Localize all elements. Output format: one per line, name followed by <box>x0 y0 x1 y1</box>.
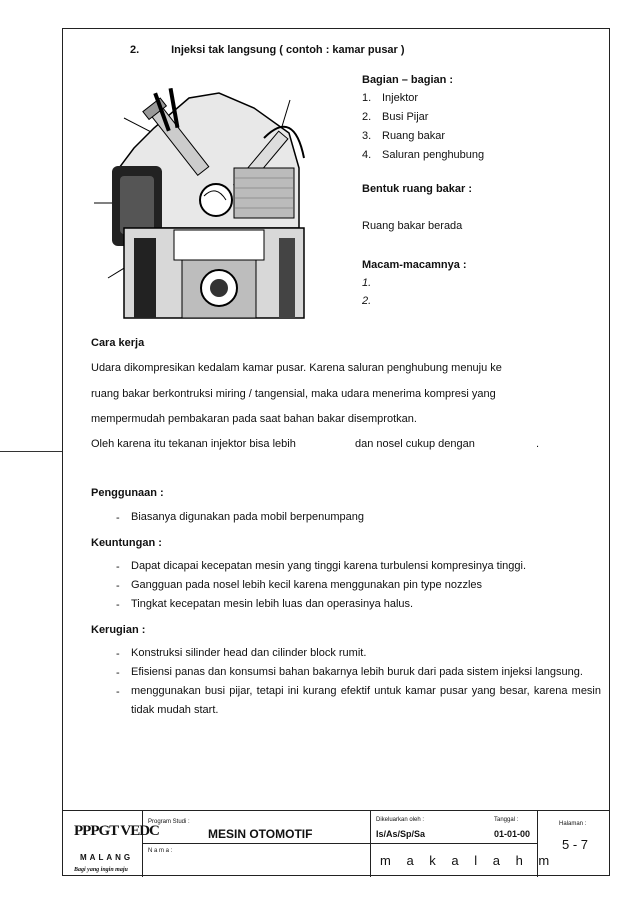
kerugian-title: Kerugian : <box>91 624 146 636</box>
keuntungan-item: Gangguan pada nosel lebih kecil karena menggunakan pin type nozzles <box>131 579 483 591</box>
swirl-chamber-engine-drawing <box>94 88 316 320</box>
margin-fold-mark <box>0 451 62 452</box>
bullet-dash: - <box>116 561 120 573</box>
vedc-logo-city: MALANG <box>80 853 134 862</box>
issued-value: Is/As/Sp/Sa <box>376 829 426 839</box>
cara-kerja-last-c: . <box>536 438 540 450</box>
cara-kerja-title: Cara kerja <box>91 337 145 349</box>
cara-kerja-line: ruang bakar berkontruksi miring / tangensial, maka udara menerima kompresi yang <box>91 388 496 400</box>
parts-item: 1. Injektor <box>362 92 419 104</box>
date-label: Tanggal : <box>494 817 519 823</box>
section-title: Injeksi tak langsung ( contoh : kamar pusar ) <box>171 44 405 56</box>
bullet-dash: - <box>116 512 120 524</box>
kerugian-item: Konstruksi silinder head dan cilinder block rumit. <box>131 647 367 659</box>
cara-kerja-line: Udara dikompresikan kedalam kamar pusar. Karena saluran penghubung menuju ke <box>91 362 502 374</box>
page-value: 5 - 7 <box>562 837 589 852</box>
vedc-logo-text: PPPGT VEDC <box>74 823 159 839</box>
nama-label: N a m a : <box>148 848 173 854</box>
parts-item: 2. Busi Pijar <box>362 111 429 123</box>
shape-title: Bentuk ruang bakar : <box>362 183 473 195</box>
parts-item: 3. Ruang bakar <box>362 130 445 142</box>
bullet-dash: - <box>116 648 120 660</box>
cara-kerja-last-a: Oleh karena itu tekanan injektor bisa lebih <box>91 438 296 450</box>
penggunaan-title: Penggunaan : <box>91 487 164 499</box>
keuntungan-title: Keuntungan : <box>91 537 162 549</box>
cara-kerja-line: mempermudah pembakaran pada saat bahan bakar disemprotkan. <box>91 413 417 425</box>
section-heading <box>130 44 405 56</box>
footer-table <box>62 810 610 876</box>
issued-label: Dikeluarkan oleh : <box>376 817 425 823</box>
cara-kerja-last-b: dan nosel cukup dengan <box>355 438 475 450</box>
penggunaan-item: Biasanya digunakan pada mobil berpenumpang <box>131 511 365 523</box>
bullet-dash: - <box>116 667 120 679</box>
kerugian-item: Efisiensi panas dan konsumsi bahan bakarnya lebih buruk dari pada sistem injeksi langsung. <box>131 666 583 678</box>
section-number: 2. <box>130 44 140 56</box>
bullet-dash: - <box>116 686 120 698</box>
parts-item: 4. Saluran penghubung <box>362 149 485 161</box>
date-value: 01-01-00 <box>494 829 531 839</box>
parts-title: Bagian – bagian : <box>362 74 454 86</box>
page-label: Halaman : <box>559 821 587 827</box>
program-value: MESIN OTOMOTIF <box>208 827 313 841</box>
keuntungan-item: Tingkat kecepatan mesin lebih luas dan operasinya halus. <box>131 598 414 610</box>
types-item-1: 1. <box>362 277 372 289</box>
bullet-dash: - <box>116 599 120 611</box>
makalah-text: m a k a l a h m <box>380 853 554 868</box>
vedc-logo-tagline: Bagi yang ingin maju <box>74 867 128 873</box>
types-title: Macam-macamnya : <box>362 259 467 271</box>
program-label: Program Studi : <box>148 819 190 825</box>
types-item-2: 2. <box>362 295 372 307</box>
shape-text: Ruang bakar berada <box>362 220 463 232</box>
kerugian-item: menggunakan busi pijar, tetapi ini kurang efektif untuk kamar pusar yang besar, karena mesin tidak mudah start. <box>131 685 601 716</box>
bullet-dash: - <box>116 580 120 592</box>
keuntungan-item: Dapat dicapai kecepatan mesin yang tinggi karena turbulensi kompresinya tinggi. <box>131 560 527 572</box>
